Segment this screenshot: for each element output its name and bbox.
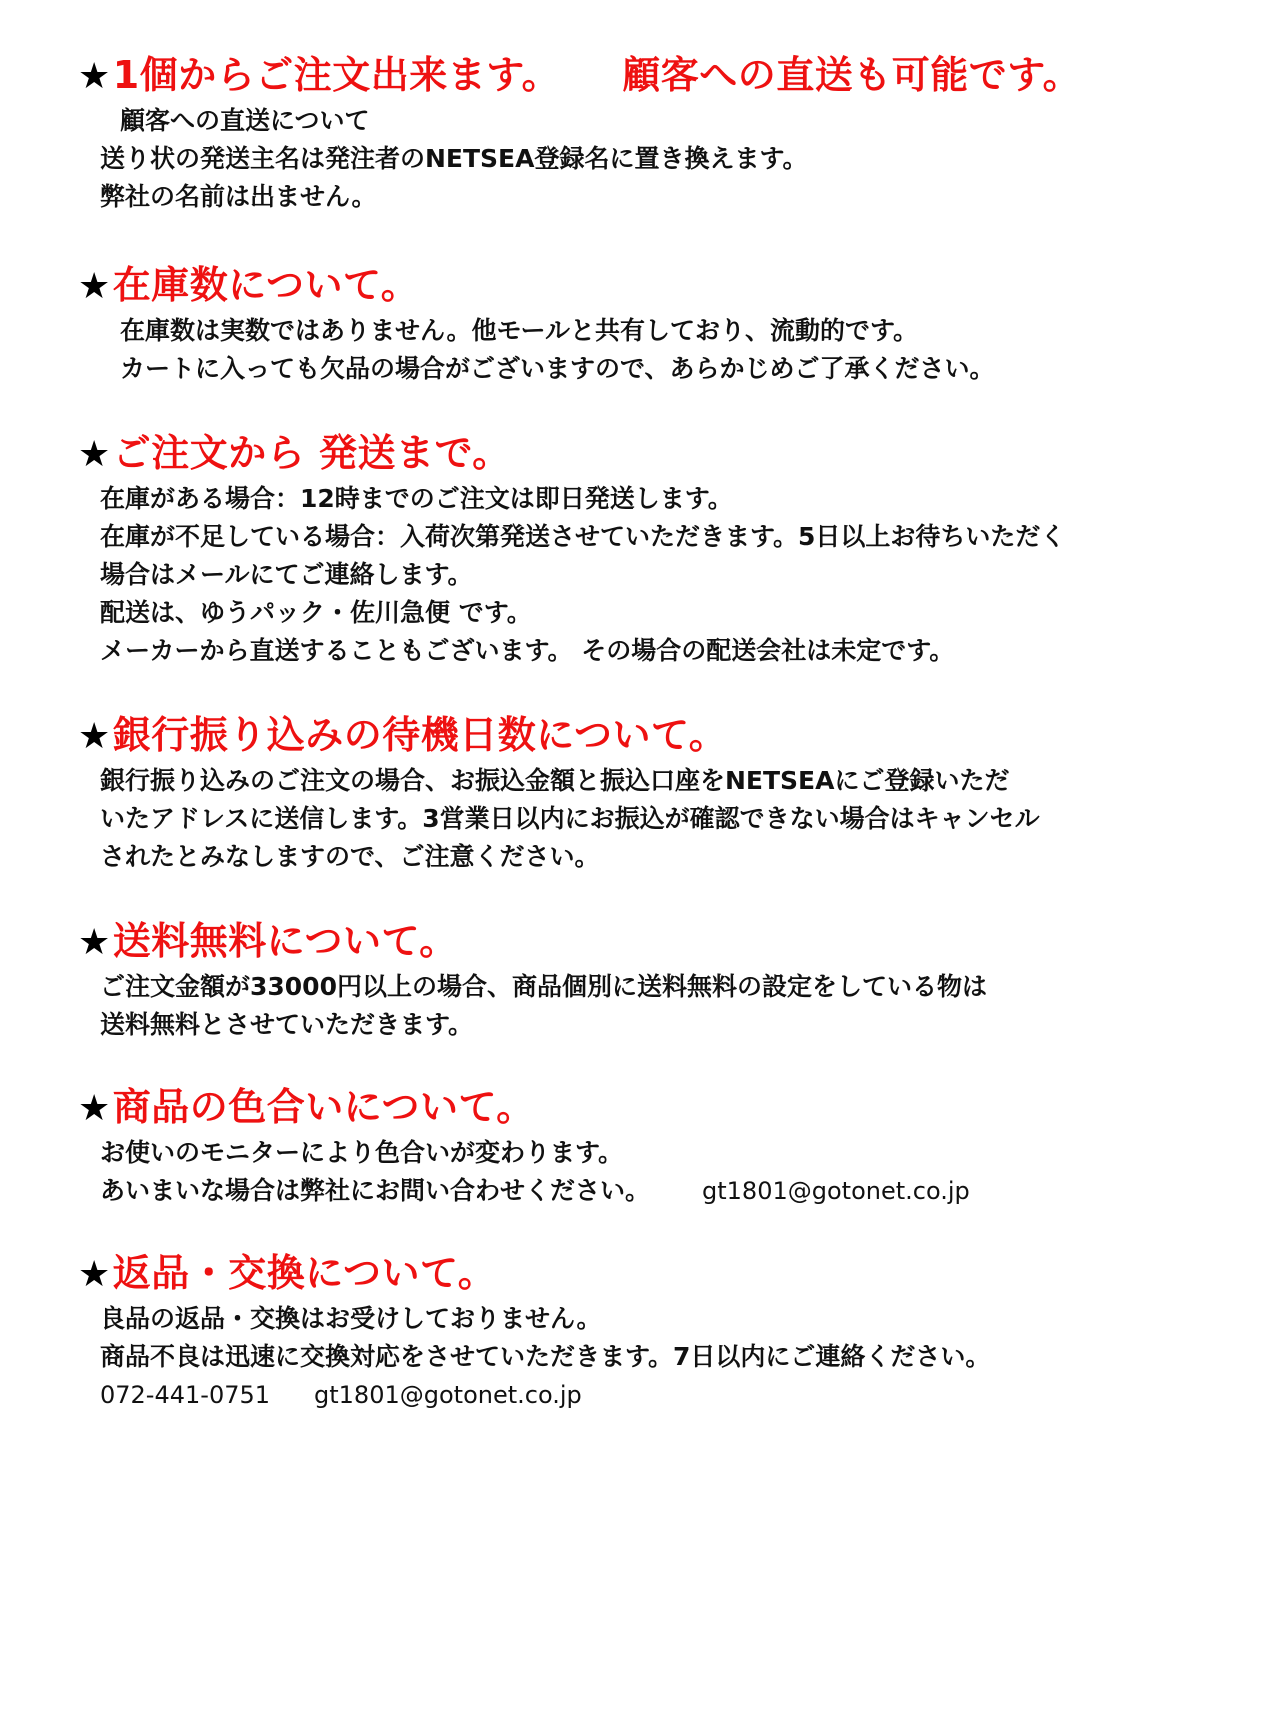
contact-email[interactable]: gt1801@gotonet.co.jp xyxy=(314,1381,582,1409)
section-body xyxy=(78,1300,1258,1414)
section-heading xyxy=(78,1250,1258,1298)
contact-email[interactable]: gt1801@gotonet.co.jp xyxy=(702,1177,970,1205)
body-line: 在庫が不足している場合：入荷次第発送させていただきます。5日以上お待ちいただく xyxy=(100,522,1066,551)
body-line: メーカーから直送することもございます。 その場合の配送会社は未定です。 xyxy=(100,636,955,665)
heading-text-secondary: 顧客への直送も可能です。 xyxy=(622,53,1082,97)
section-heading xyxy=(78,262,1258,310)
section-body xyxy=(78,968,1258,1044)
contact-line xyxy=(78,1376,1258,1414)
star-icon: ★ xyxy=(78,1254,111,1295)
body-line: 良品の返品・交換はお受けしておりません。 xyxy=(100,1304,602,1333)
section-heading xyxy=(78,1084,1258,1132)
heading-text: 送料無料について。 xyxy=(112,919,458,963)
star-icon: ★ xyxy=(78,716,111,757)
section-direct-shipping xyxy=(78,52,1258,216)
body-line: 銀行振り込みのご注文の場合、お振込金額と振込口座をNETSEAにご登録いただ xyxy=(100,766,1010,795)
heading-text: 返品・交換について。 xyxy=(112,1251,497,1295)
star-icon: ★ xyxy=(78,922,111,963)
body-line: 送り状の発送主名は発注者のNETSEA登録名に置き換えます。 xyxy=(100,144,808,173)
section-order-to-shipping xyxy=(78,430,1258,670)
section-heading xyxy=(78,52,1258,100)
section-heading xyxy=(78,918,1258,966)
body-line: 場合はメールにてご連絡します。 xyxy=(100,560,473,589)
body-line: 弊社の名前は出ません。 xyxy=(100,182,377,211)
body-line: お使いのモニターにより色合いが変わります。 xyxy=(100,1138,624,1167)
heading-text: ご注文から 発送まで。 xyxy=(112,431,511,475)
body-line xyxy=(78,1172,1258,1210)
section-product-color xyxy=(78,1084,1258,1210)
heading-text: 銀行振り込みの待機日数について。 xyxy=(112,713,728,757)
body-line: いたアドレスに送信します。3営業日以内にお振込が確認できない場合はキャンセル xyxy=(100,804,1040,833)
body-line: ご注文金額が33000円以上の場合、商品個別に送料無料の設定をしている物は xyxy=(100,972,987,1001)
body-line: 配送は、ゆうパック・佐川急便 です。 xyxy=(100,598,532,627)
heading-text: 1個からご注文出来ます。 xyxy=(112,53,561,97)
section-body xyxy=(78,1134,1258,1210)
section-body xyxy=(78,312,1258,388)
section-heading xyxy=(78,430,1258,478)
star-icon: ★ xyxy=(78,266,111,307)
section-bank-transfer xyxy=(78,712,1258,876)
section-stock xyxy=(78,262,1258,388)
body-line: 顧客への直送について xyxy=(120,106,370,135)
section-heading xyxy=(78,712,1258,760)
heading-text: 商品の色合いについて。 xyxy=(112,1085,535,1129)
body-line: 商品不良は迅速に交換対応をさせていただきます。7日以内にご連絡ください。 xyxy=(100,1342,991,1371)
body-line: 在庫がある場合：12時までのご注文は即日発送します。 xyxy=(100,484,733,513)
section-body xyxy=(78,480,1258,670)
body-line: されたとみなしますので、ご注意ください。 xyxy=(100,842,600,871)
section-body xyxy=(78,102,1258,216)
body-line: カートに入っても欠品の場合がございますので、あらかじめご了承ください。 xyxy=(120,354,995,383)
star-icon: ★ xyxy=(78,56,111,97)
section-free-shipping xyxy=(78,918,1258,1044)
body-line: 送料無料とさせていただきます。 xyxy=(100,1010,474,1039)
star-icon: ★ xyxy=(78,1088,111,1129)
body-line: 在庫数は実数ではありません。他モールと共有しており、流動的です。 xyxy=(120,316,919,345)
contact-phone[interactable]: 072-441-0751 xyxy=(100,1381,271,1409)
section-body xyxy=(78,762,1258,876)
star-icon: ★ xyxy=(78,434,111,475)
section-returns-exchanges xyxy=(78,1250,1258,1414)
body-line-text: あいまいな場合は弊社にお問い合わせください。 xyxy=(100,1176,651,1205)
heading-text: 在庫数について。 xyxy=(112,263,420,307)
